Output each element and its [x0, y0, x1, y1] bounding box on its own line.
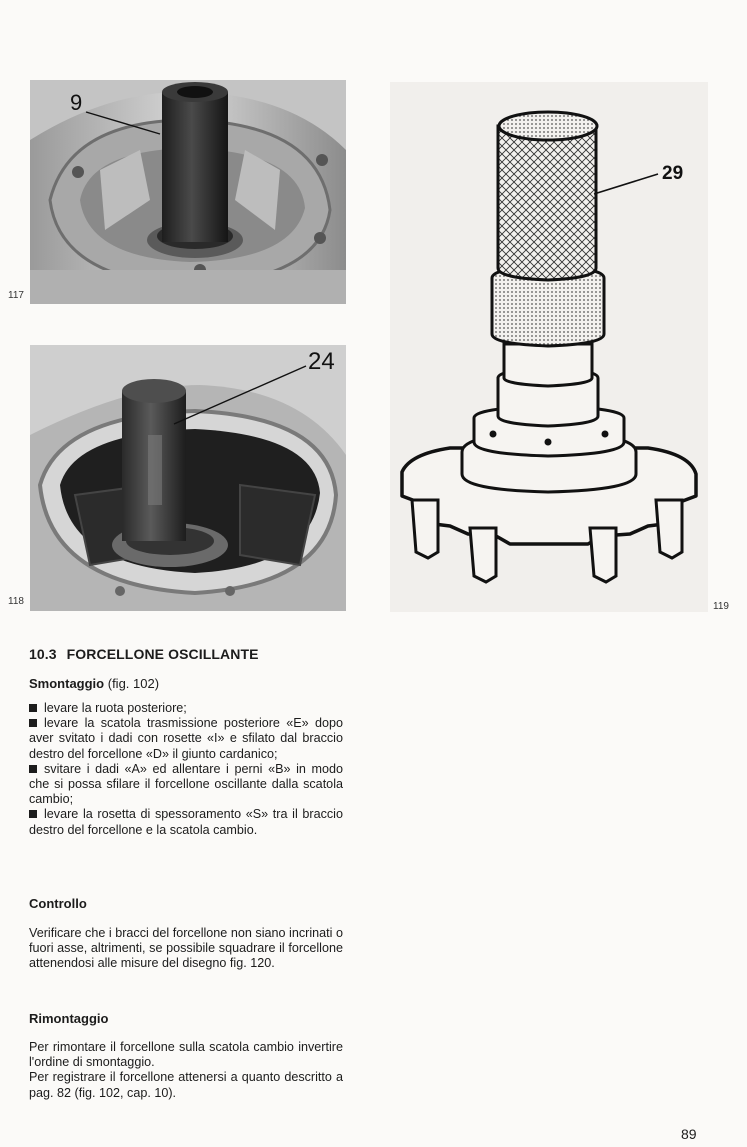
section-heading [29, 646, 259, 662]
bullet-icon [29, 704, 37, 712]
smontaggio-fig-ref: (fig. 102) [107, 676, 160, 691]
controllo-text [29, 926, 343, 972]
figure-118-callout: 24 [308, 348, 335, 375]
figure-117-leader-line [84, 108, 164, 138]
list-item-text: levare la scatola trasmissione posteriore «E» dopo aver svitato i dadi con rosette «I» e sfilato dal braccio destro del forcellone «D» il giunto cardanico; [29, 716, 343, 761]
section-number: 10.3 [29, 646, 57, 662]
list-item [29, 701, 343, 716]
figure-119-image [390, 82, 708, 612]
rimontaggio-paragraph-1: Per rimontare il forcellone sulla scatola cambio invertire l'ordine di smontaggio. [29, 1040, 343, 1070]
smontaggio-heading [29, 676, 159, 691]
figure-118-leader-line [170, 362, 310, 428]
rimontaggio-text [29, 1040, 343, 1101]
rimontaggio-paragraph-2: Per registrare il forcellone attenersi a quanto descritto a pag. 82 (fig. 102, cap. 10). [29, 1070, 343, 1100]
figure-118-number: 118 [8, 596, 24, 607]
bullet-icon [29, 719, 37, 727]
rimontaggio-heading: Rimontaggio [29, 1011, 109, 1026]
bullet-icon [29, 810, 37, 818]
figure-117-callout: 9 [70, 90, 83, 115]
smontaggio-list [29, 701, 343, 838]
list-item [29, 762, 343, 808]
section-title: FORCELLONE OSCILLANTE [66, 646, 259, 662]
page-number: 89 [681, 1126, 697, 1142]
controllo-paragraph: Verificare che i bracci del forcellone non siano incrinati o fuori asse, altrimenti, se possibile squadrare il forcellone attenendosi alle misure del disegno fig. 120. [29, 926, 343, 971]
list-item-text: levare la rosetta di spessoramento «S» tra il braccio destro del forcellone e la scatola cambio. [29, 807, 343, 837]
figure-119-drawing [390, 82, 708, 612]
list-item-text: levare la ruota posteriore; [44, 701, 187, 715]
figure-119-callout: 29 [662, 163, 684, 184]
figure-119-number: 119 [713, 601, 729, 612]
smontaggio-heading-text: Smontaggio [29, 676, 105, 691]
controllo-heading: Controllo [29, 896, 87, 911]
list-item-text: svitare i dadi «A» ed allentare i perni «B» in modo che si possa sfilare il forcellone oscillante dalla scatola cambio; [29, 761, 343, 807]
list-item [29, 807, 343, 837]
bullet-icon [29, 765, 37, 773]
list-item [29, 716, 343, 762]
figure-117-number: 117 [8, 290, 24, 301]
